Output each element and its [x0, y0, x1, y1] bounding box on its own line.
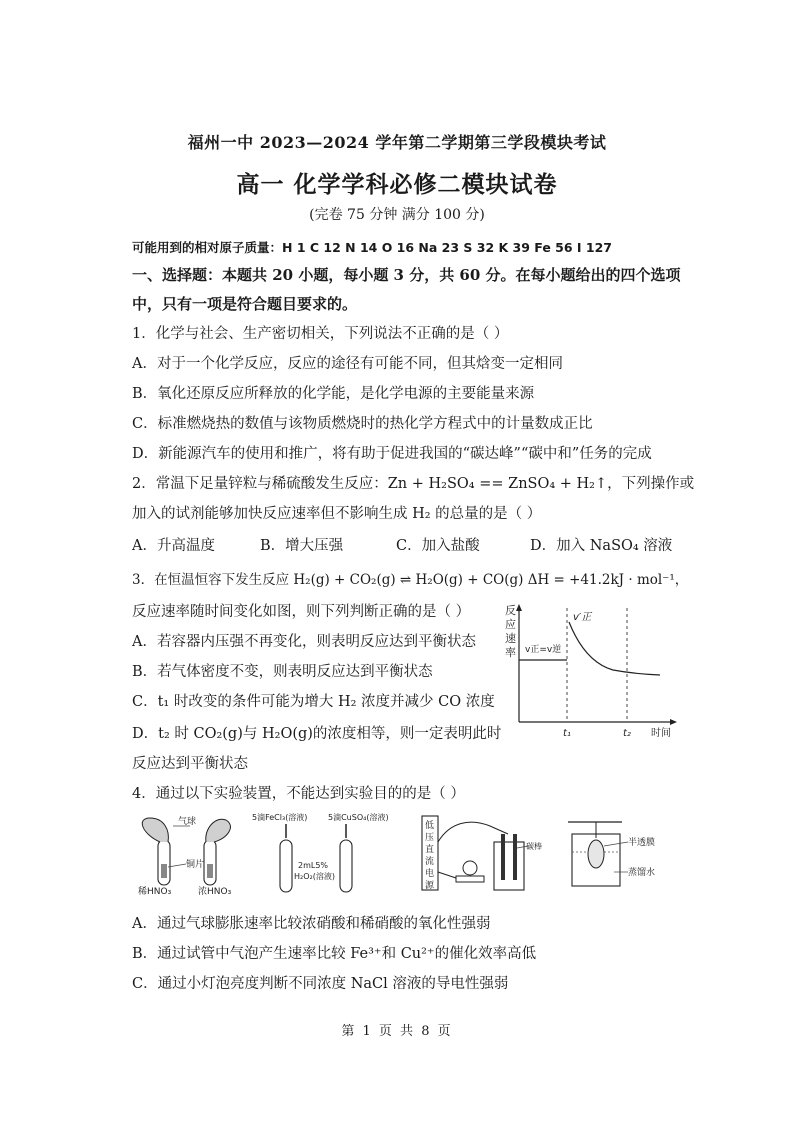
- water-label: 蒸馏水: [628, 868, 656, 878]
- copper-pointer: [168, 864, 186, 867]
- school-exam-line: 福州一中 2023—2024 学年第二学期第三学段模块考试: [187, 133, 607, 152]
- q3-option-c: C．t₁ 时改变的条件可能为增大 H₂ 浓度并减少 CO 浓度: [132, 694, 495, 710]
- ylabel-char: 应: [505, 618, 516, 631]
- q4-figure-conductivity: [420, 812, 545, 897]
- q3-option-a: A．若容器内压强不再变化，则表明反应达到平衡状态: [132, 634, 476, 650]
- left-copper: [161, 864, 167, 878]
- conc-hno3-label: 浓HNO₃: [198, 887, 232, 897]
- left-tube: [280, 840, 292, 892]
- q4-option-b: B．通过试管中气泡产生速率比较 Fe³⁺和 Cu²⁺的催化效率高低: [132, 946, 537, 962]
- q2-option-b: B．增大压强: [260, 538, 344, 554]
- q1-stem: 1．化学与社会、生产密切相关，下列说法不正确的是（ ）: [132, 326, 509, 342]
- membrane-bag: [588, 840, 604, 868]
- fecl3-label: 5滴FeCl₃(溶液): [252, 813, 308, 822]
- carbon-rod-label: 碳棒: [526, 842, 542, 851]
- q4-stem: 4．通过以下实验装置，不能达到实验目的的是（ ）: [132, 786, 465, 802]
- left-test-tube: [158, 840, 170, 885]
- q3-stem-line2: 反应速率随时间变化如图，则下列判断正确的是（ ）: [132, 604, 471, 620]
- cuso4-label: 5滴CuSO₄(溶液): [328, 813, 389, 822]
- carbon-rod-left: [501, 834, 505, 880]
- t1-label: t₁: [563, 728, 571, 739]
- y-axis-arrow: [516, 604, 522, 611]
- x-axis-label: 时间: [651, 728, 671, 739]
- atomic-masses: 可能用到的相对原子质量：H 1 C 12 N 14 O 16 Na 23 S 32 K 39 Fe 56 I 127: [132, 240, 613, 255]
- right-copper: [207, 864, 213, 878]
- bulb: [463, 861, 477, 875]
- section-heading-line2: 中，只有一项是符合题目要求的。: [132, 295, 358, 313]
- bulb-base: [456, 876, 484, 882]
- v-eq-label: v正=v逆: [525, 645, 562, 655]
- right-tube: [340, 840, 352, 892]
- q4-option-c: C．通过小灯泡亮度判断不同浓度 NaCl 溶液的导电性强弱: [132, 976, 509, 992]
- q2-option-c: C．加入盐酸: [396, 538, 480, 554]
- ylabel-char: 速: [505, 632, 516, 645]
- q2-stem-line1: 2．常温下足量锌粒与稀硫酸发生反应：Zn + H₂SO₄ == ZnSO₄ + H₂↑，下列操作或: [132, 476, 695, 492]
- q3-rate-time-graph: [495, 600, 690, 745]
- q1-option-b: B．氧化还原反应所释放的化学能，是化学电源的主要能量来源: [132, 386, 535, 402]
- source-char: 流: [425, 857, 435, 867]
- paper-title: 高一 化学学科必修二模块试卷: [236, 171, 558, 198]
- h2o2-label-2: H₂O₂(溶液): [294, 872, 335, 881]
- left-balloon: [142, 818, 168, 842]
- q1-option-d: D．新能源汽车的使用和推广，将有助于促进我国的“碳达峰”“碳中和”任务的完成: [132, 446, 652, 462]
- wire-top: [438, 822, 508, 842]
- q2-option-a: A．升高温度: [132, 538, 215, 554]
- q1-option-a: A．对于一个化学反应，反应的途径有可能不同，但其焓变一定相同: [132, 356, 563, 372]
- balloon-label: 气球: [178, 817, 197, 827]
- t2-label: t₂: [623, 728, 631, 739]
- x-axis-arrow: [670, 719, 677, 725]
- q3-option-b: B．若气体密度不变，则表明反应达到平衡状态: [132, 664, 433, 680]
- carbon-rod-right: [513, 834, 517, 880]
- right-test-tube: [204, 840, 216, 885]
- q4-figure-catalyst: [248, 810, 393, 900]
- v-prime-label: v′正: [573, 612, 592, 623]
- source-char: 源: [425, 881, 435, 891]
- q2-stem-line2: 加入的试剂能够加快反应速率但不影响生成 H₂ 的总量的是（ ）: [132, 506, 542, 522]
- wire-bulb: [438, 872, 456, 878]
- dilute-hno3-label: 稀HNO₃: [138, 887, 172, 897]
- q3-option-d-cont: 反应达到平衡状态: [132, 756, 248, 772]
- q2-option-d: D．加入 NaSO₄ 溶液: [530, 538, 673, 554]
- source-char: 电: [425, 869, 435, 879]
- h2o2-label-1: 2mL5%: [298, 861, 329, 870]
- right-balloon: [206, 819, 231, 842]
- q4-option-a: A．通过气球膨胀速率比较浓硝酸和稀硝酸的氧化性强弱: [132, 916, 491, 932]
- power-source-label: [425, 820, 435, 891]
- exam-time-score: (完卷 75 分钟 满分 100 分): [309, 207, 485, 223]
- membrane-label: 半透膜: [628, 838, 656, 848]
- graph-ylabel: [505, 604, 516, 659]
- beaker: [494, 842, 524, 890]
- forward-rate-curve: [569, 622, 660, 675]
- ylabel-char: 反: [505, 604, 516, 617]
- copper-label: 铜片: [186, 860, 205, 870]
- q4-figure-dialysis: [562, 812, 682, 897]
- q1-option-c: C．标准燃烧热的数值与该物质燃烧时的热化学方程式中的计量数成正比: [132, 416, 593, 432]
- q3-option-d: D．t₂ 时 CO₂(g)与 H₂O(g)的浓度相等，则一定表明此时: [132, 726, 502, 742]
- section-heading-line1: 一、选择题：本题共 20 小题，每小题 3 分，共 60 分。在每小题给出的四个选项: [132, 266, 681, 284]
- source-char: 直: [425, 845, 435, 855]
- source-char: 低: [425, 821, 435, 831]
- ylabel-char: 率: [505, 646, 516, 659]
- source-char: 压: [425, 833, 435, 843]
- page-number: 第 1 页 共 8 页: [341, 1024, 453, 1039]
- q3-stem-line1: 3．在恒温恒容下发生反应 H₂(g) + CO₂(g) ⇌ H₂O(g) + CO(g) ΔH = +41.2kJ · mol⁻¹，: [132, 572, 689, 588]
- membrane-pointer: [604, 842, 628, 846]
- q4-figure-balloons: [130, 812, 250, 897]
